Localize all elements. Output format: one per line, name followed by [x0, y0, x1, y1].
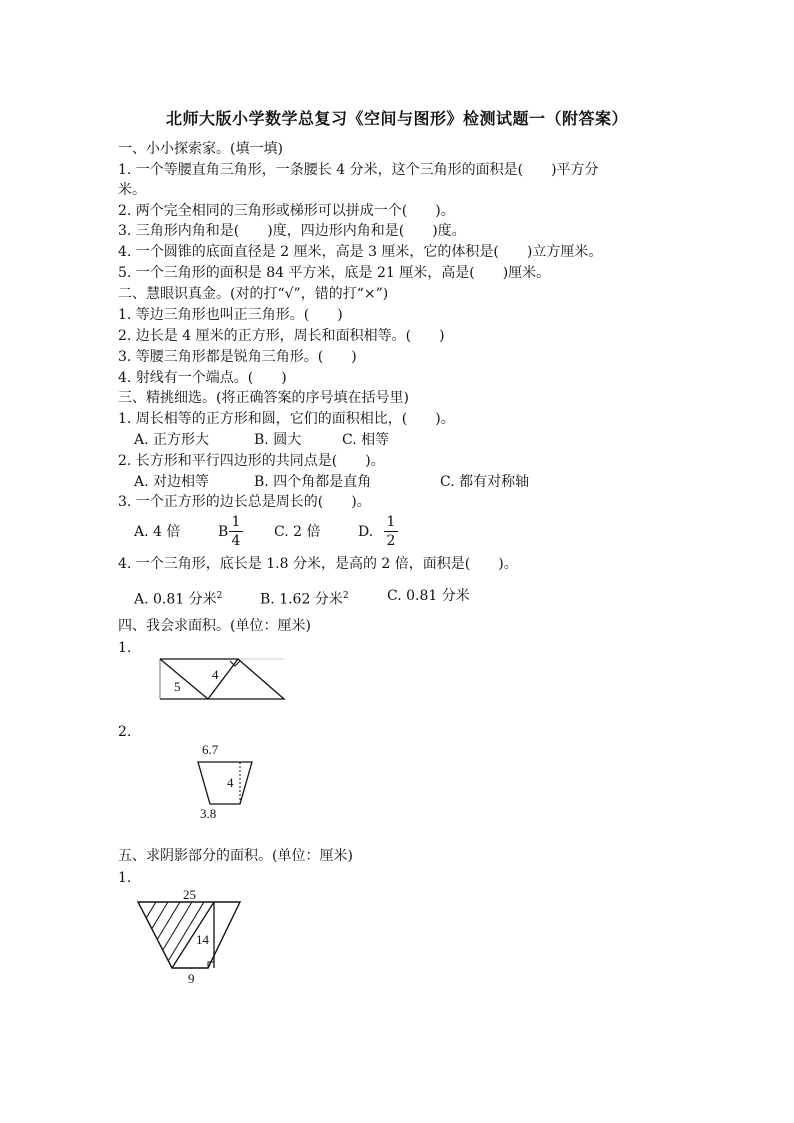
s4-figure-2-number: 2.	[118, 724, 132, 740]
page-title: 北师大版小学数学总复习《空间与图形》检测试题一（附答案）	[165, 109, 628, 128]
option-text: A. 0.81 分米	[134, 591, 217, 608]
s3-q1-option-a: A. 正方形大	[134, 432, 210, 448]
s3-q4-option-a	[134, 586, 222, 610]
figure-label-4: 4	[212, 667, 219, 682]
s3-q3-fraction-quarter	[229, 514, 243, 549]
s3-question-1: 1. 周长相等的正方形和圆，它们的面积相比，( )。	[118, 411, 455, 427]
s3-q3-option-d: D.	[358, 524, 374, 540]
s3-q2-option-c: C. 都有对称轴	[440, 474, 530, 490]
section-1-heading: 一、小小探索家。(填一填)	[118, 141, 283, 157]
s4-figure-1-number: 1.	[118, 640, 132, 656]
figure-label-5: 5	[174, 679, 181, 694]
section-4-heading: 四、我会求面积。(单位：厘米)	[118, 618, 311, 634]
shaded-label-top: 25	[183, 887, 196, 902]
figure-parallelogram-triangles	[158, 657, 288, 701]
s3-q1-option-c: C. 相等	[342, 432, 390, 448]
option-superscript: 2	[216, 591, 223, 601]
s1-question-1: 1. 一个等腰直角三角形，一条腰长 4 分米，这个三角形的面积是( )平方分	[118, 162, 599, 178]
option-text: B. 1.62 分米	[260, 591, 343, 608]
fraction-bar	[384, 531, 398, 532]
fraction-numerator: 1	[231, 514, 241, 530]
s1-question-4: 4. 一个圆锥的底面直径是 2 厘米，高是 3 厘米，它的体积是( )立方厘米。	[118, 244, 603, 260]
trapezoid-label-bottom: 3.8	[200, 806, 217, 821]
trapezoid-label-height: 4	[227, 775, 234, 790]
s3-q3-fraction-half	[384, 514, 398, 549]
s3-q2-option-a: A. 对边相等	[134, 474, 210, 490]
fraction-denominator: 2	[386, 533, 396, 549]
s3-question-3: 3. 一个正方形的边长总是周长的( )。	[118, 494, 371, 510]
s5-figure-1-number: 1.	[118, 870, 132, 886]
fraction-bar	[229, 531, 243, 532]
s3-q1-option-b: B. 圆大	[254, 432, 302, 448]
s3-q3-option-a: A. 4 倍	[134, 524, 181, 540]
s2-question-3: 3. 等腰三角形都是锐角三角形。( )	[118, 349, 357, 365]
trapezoid-outline	[198, 762, 252, 804]
shaded-label-height: 14	[196, 932, 209, 947]
s2-question-1: 1. 等边三角形也叫正三角形。( )	[118, 307, 343, 323]
section-2-heading: 二、慧眼识真金。(对的打“√”，错的打“×”)	[118, 286, 389, 302]
s3-q2-option-b: B. 四个角都是直角	[254, 474, 372, 490]
s1-question-3: 3. 三角形内角和是( )度，四边形内角和是( )度。	[118, 223, 466, 239]
s3-question-4: 4. 一个三角形，底长是 1.8 分米，是高的 2 倍，面积是( )。	[118, 556, 518, 572]
figure-shaded-trapezoid	[136, 886, 242, 986]
shaded-label-bottom: 9	[188, 971, 195, 986]
s3-q3-option-c: C. 2 倍	[274, 524, 321, 540]
s2-question-2: 2. 边长是 4 厘米的正方形，周长和面积相等。( )	[118, 328, 445, 344]
s3-q3-option-b: B	[218, 524, 229, 540]
section-3-heading: 三、精挑细选。(将正确答案的序号填在括号里)	[118, 390, 409, 406]
s1-question-5: 5. 一个三角形的面积是 84 平方米，底是 21 厘米，高是( )厘米。	[118, 265, 551, 281]
fraction-denominator: 4	[231, 533, 241, 549]
fraction-numerator: 1	[386, 514, 396, 530]
section-5-heading: 五、求阴影部分的面积。(单位：厘米)	[118, 848, 353, 864]
s3-q4-option-c: C. 0.81 分米	[387, 588, 470, 604]
s1-question-1-cont: 米。	[118, 182, 146, 198]
shaded-region-hatch	[116, 892, 234, 968]
s3-q4-option-b	[260, 586, 349, 610]
s1-question-2: 2. 两个完全相同的三角形或梯形可以拼成一个( )。	[118, 203, 455, 219]
figure-trapezoid	[196, 742, 254, 820]
trapezoid-label-top: 6.7	[202, 742, 219, 757]
option-superscript: 2	[342, 591, 349, 601]
s3-question-2: 2. 长方形和平行四边形的共同点是( )。	[118, 453, 385, 469]
s2-question-4: 4. 射线有一个端点。( )	[118, 370, 287, 386]
